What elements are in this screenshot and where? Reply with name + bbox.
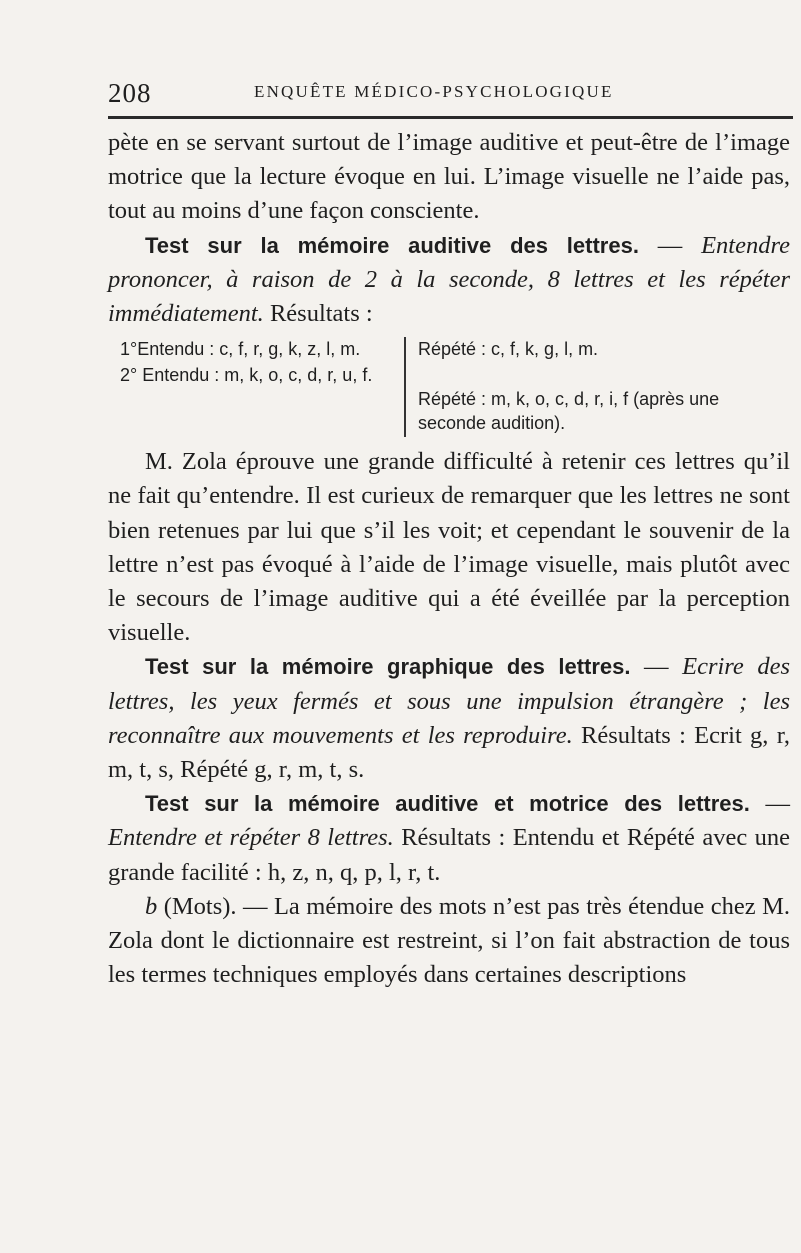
- result-repeated-1: Répété : c, f, k, g, l, m.: [418, 339, 599, 360]
- results-auditive-motor-letters: Résultats : Entendu et Répété avec une grande facilité : h, z, n, q, p, l, r, t.: [108, 824, 791, 886]
- paragraph-words: [108, 890, 790, 993]
- test-instructions-graphic-letters: Ecrire des lettres, les yeux fermés et sous une impulsion étrangère ; les reconnaître aux mouvements et les reproduire.: [108, 653, 790, 749]
- test-heading-graphic-letters: Test sur la mémoire graphique des lettres.: [145, 654, 631, 680]
- results-heard-column: [108, 337, 404, 437]
- result-heard-2: 2° Entendu : m, k, o, c, d, r, u, f.: [120, 365, 373, 386]
- paragraph-zola-difficulty: M. Zola éprouve une grande difficulté à retenir ces lettres qu’il ne fait qu’entendre. Il est curieux de remarquer que les lettres ne sont bien retenues par lui que s’il les voit; et cependant le souvenir de la lettre n’est pas évoqué à l’aide de l’image visuelle, mais plutôt avec le secours de l’image auditive qui a été éveillée par la perception visuelle.: [108, 448, 790, 647]
- dash: —: [630, 653, 683, 681]
- results-graphic-letters: Résultats : Ecrit g, r, m, t, s, Répété g, r, m, t, s.: [108, 721, 790, 784]
- page-number: 208: [108, 78, 152, 108]
- test-heading-auditive-motor-letters: Test sur la mémoire auditive et motrice des lettres.: [145, 791, 750, 817]
- dash: —: [638, 231, 702, 259]
- test-heading-auditive-letters: Test sur la mémoire auditive des lettres.: [145, 232, 639, 258]
- test-instructions-auditive-motor-letters: Entendre et répéter 8 lettres.: [108, 824, 394, 852]
- paragraph-auditive-letters: [108, 229, 790, 332]
- dash: —: [749, 790, 790, 818]
- paragraph-auditive-motor-letters: [108, 787, 790, 890]
- running-head: ENQUÊTE MÉDICO-PSYCHOLOGIQUE: [254, 82, 614, 101]
- result-heard-1: 1°Entendu : c, f, r, g, k, z, l, m.: [120, 339, 361, 360]
- results-label: Résultats :: [263, 300, 373, 328]
- results-repeated-column: [404, 337, 790, 437]
- page-body: [108, 126, 790, 992]
- results-table: [108, 337, 790, 437]
- page-header: [108, 78, 793, 110]
- paragraph-1: pète en se servant surtout de l’image auditive et peut-être de l’image motrice que la lecture évoque en lui. L’image visuelle ne l’aide pas, tout au moins d’une façon consciente.: [108, 129, 790, 225]
- section-letter-b: b: [145, 892, 158, 920]
- paragraph-graphic-letters: [108, 650, 790, 787]
- test-instructions-auditive-letters: Entendre prononcer, à raison de 2 à la seconde, 8 lettres et les répéter immédiatement.: [108, 231, 790, 328]
- result-repeated-2: Répété : m, k, o, c, d, r, i, f (après une seconde audition).: [418, 389, 720, 434]
- header-rule: [108, 116, 793, 119]
- words-memory-text: (Mots). — La mémoire des mots n’est pas très étendue chez M. Zola dont le dictionnaire est restreint, si l’on fait abstraction de tous les termes techniques employés dans certaines descriptions: [108, 892, 790, 989]
